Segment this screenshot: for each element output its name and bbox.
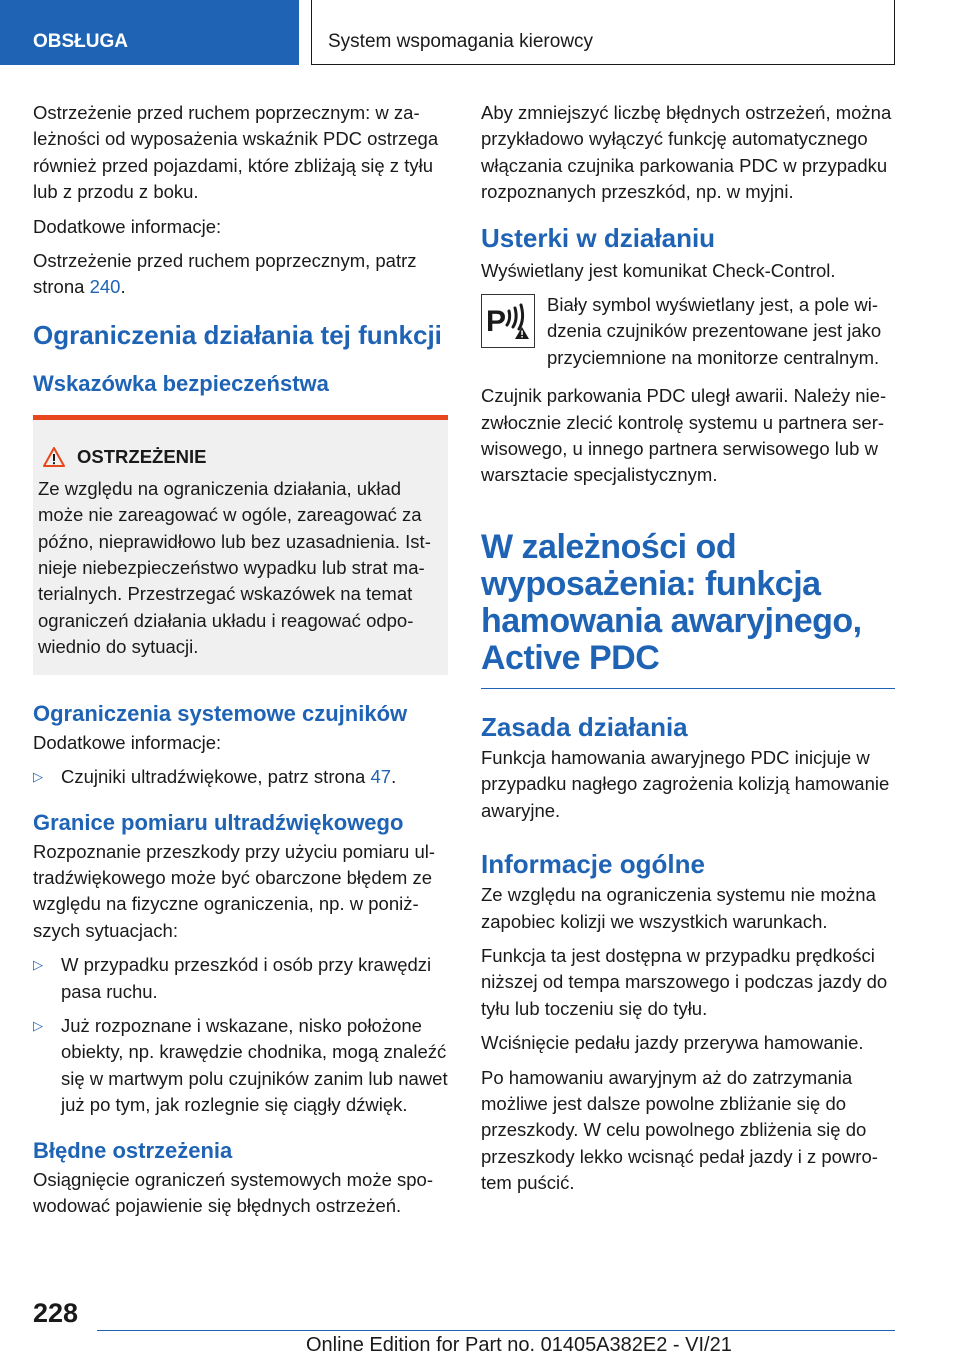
- triangle-bullet-icon: ▷: [33, 1017, 43, 1033]
- principle-paragraph-1: Funkcja hamowania awaryjnego PDC inicjuje w przypadku nagłego zagrożenia kolizją hamowanie awaryjne.: [481, 746, 890, 821]
- header-section-title: OBSŁUGA: [33, 31, 128, 52]
- right-column: [481, 100, 895, 1205]
- intro-ref-end: .: [120, 276, 126, 298]
- faults-icon-text: Biały symbol wyświetlany jest, a pole widzenia czujników prezentowane jest jako przyciemnione na monitorze centralnym.: [547, 294, 882, 368]
- pdc-fault-icon: [481, 294, 535, 348]
- list-item-text: [61, 764, 396, 790]
- intro-ref-text: Ostrzeżenie przed ruchem poprzecznym, patrz strona: [33, 250, 417, 298]
- triangle-bullet-icon: ▷: [33, 957, 43, 973]
- heading-function-limits: Ograniczenia działania tej funkcji: [33, 319, 442, 350]
- sensor-ref-end: .: [391, 766, 397, 788]
- sensor-paragraph-1: Dodatkowe informacje:: [33, 731, 222, 753]
- header-chapter-title: System wspomagania kierowcy: [328, 31, 594, 52]
- left-column: [33, 100, 448, 1227]
- faults-icon-row: [481, 292, 895, 371]
- heading-sensor-limits: Ograniczenia systemowe czujników: [33, 700, 408, 726]
- main-heading-line-1: W zależności od: [481, 527, 737, 566]
- page-link-240[interactable]: 240: [89, 276, 121, 298]
- warning-triangle-icon: [43, 447, 65, 467]
- warning-text: Ze względu na ograniczenia działania, układ może nie zareagować w ogóle, zareagować za późno, nieprawidłowo lub bez uzasadnienia. Istnieje niebezpieczeństwo wypadku lub strat materialnych. Przestrzegać wskazówek na temat ograniczeń działania układu i reagować odpowiednio do sytuacji.: [38, 477, 431, 658]
- heading-principle: Zasada działania: [481, 711, 688, 742]
- main-heading-line-2: wyposażenia: funkcja: [481, 564, 821, 603]
- footer-edition: Online Edition for Part no. 01405A382E2 - VI/21: [306, 1334, 732, 1356]
- heading-general-info: Informacje ogólne: [481, 849, 705, 880]
- list-item: [33, 1013, 448, 1119]
- page-link-47[interactable]: 47: [370, 766, 392, 788]
- svg-text:P: P: [486, 305, 507, 339]
- heading-false-warnings: Błędne ostrzeżenia: [33, 1137, 233, 1163]
- general-paragraph-1: Ze względu na ograniczenia systemu nie można zapobiec kolizji we wszystkich warunkach.: [481, 884, 876, 932]
- intro-paragraph-3: [33, 248, 448, 301]
- faults-paragraph-2: Czujnik parkowania PDC uległ awarii. Należy niezwłocznie zlecić kontrolę systemu u partnera serwisowego, u innego partnera serwisowego lub w warsztacie specjalistycznym.: [481, 385, 887, 486]
- general-paragraph-4: Po hamowaniu awaryjnym aż do zatrzymania możliwe jest dalsze powolne zbliżanie się do przeszkody. W celu powolnego zbliżenia się do przeszkody lekko wcisnąć pedał jazdy i z powrotem puścić.: [481, 1066, 878, 1194]
- general-paragraph-3: Wciśnięcie pedału jazdy przerywa hamowanie.: [481, 1032, 864, 1054]
- intro-paragraph-2: Dodatkowe informacje:: [33, 215, 222, 237]
- header-chapter-box: [311, 0, 895, 65]
- footer-divider: [97, 1330, 895, 1331]
- heading-ultrasonic-range: Granice pomiaru ultradźwiękowego: [33, 809, 404, 835]
- heading-faults: Usterki w działaniu: [481, 222, 716, 253]
- false-paragraph-1: Osiągnięcie ograniczeń systemowych może spowodować pojawienie się błędnych ostrzeżeń.: [33, 1168, 433, 1216]
- intro-paragraph-1: Ostrzeżenie przed ruchem poprzecznym: w zależności od wyposażenia wskaźnik PDC ostrzega również przed pojazdami, które zbliżają się z tyłu lub z przodu z boku.: [33, 102, 439, 203]
- list-item: [33, 952, 448, 1005]
- triangle-bullet-icon: ▷: [33, 769, 43, 785]
- list-item-text: W przypadku przeszkód i osób przy krawędzi pasa ruchu.: [61, 954, 432, 1002]
- warning-title: OSTRZEŻENIE: [77, 445, 207, 467]
- main-heading-line-4: Active PDC: [481, 638, 660, 677]
- heading-divider: [481, 688, 895, 689]
- heading-safety-note: Wskazówka bezpieczeństwa: [33, 370, 329, 396]
- sensor-ref-text: Czujniki ultradźwiękowe, patrz strona: [61, 766, 371, 788]
- main-heading-line-3: hamowania awaryjnego,: [481, 601, 862, 640]
- warning-box: [33, 415, 448, 675]
- list-item-text: Już rozpoznane i wskazane, nisko położone obiekty, np. krawędzie chodnika, mogą znaleźć się w martwym polu czujników zanim lub nawet już po tym, jak rozlegnie się ciągły dźwięk.: [61, 1014, 448, 1116]
- range-paragraph-1: Rozpoznanie przeszkody przy użyciu pomiaru ultradźwiękowego może być obarczone błędem ze względu na fizyczne ograniczenia, np. w poniższych sytuacjach:: [33, 840, 436, 941]
- main-heading-block: [481, 529, 895, 689]
- header-section-tab: [0, 0, 299, 65]
- right-paragraph-1: Aby zmniejszyć liczbę błędnych ostrzeżeń, można przykładowo wyłączyć funkcję automatycznego włączania czujnika parkowania PDC w przypadku rozpoznanych przeszkód, np. w myjni.: [481, 102, 892, 203]
- general-paragraph-2: Funkcja ta jest dostępna w przypadku prędkości niższej od tempa marszowego i podczas jazdy do tyłu lub toczeniu się do tyłu.: [481, 944, 888, 1019]
- warning-header: [43, 444, 438, 470]
- list-item: [33, 764, 448, 790]
- faults-paragraph-1: Wyświetlany jest komunikat Check-Control.: [481, 259, 836, 281]
- page-number: 228: [33, 1298, 79, 1328]
